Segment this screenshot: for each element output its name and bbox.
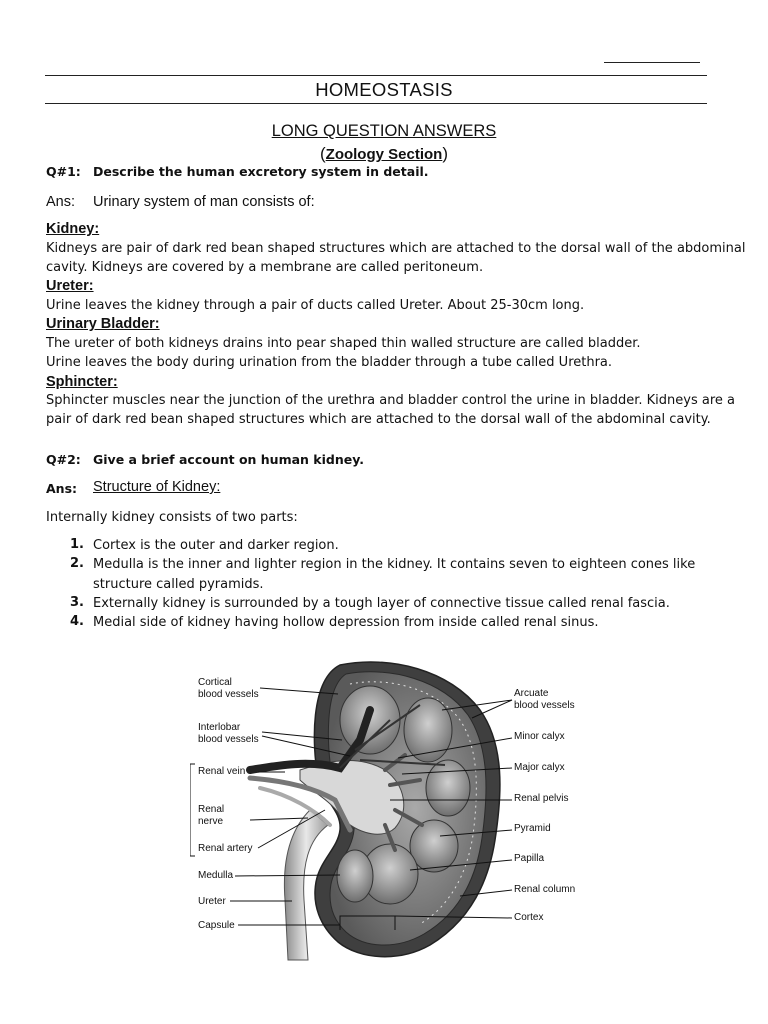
label-cortical: Cortical blood vessels [198,677,259,700]
kidney-heading: Kidney: [46,221,100,237]
list-num-3: 3. [70,595,84,610]
sphincter-line-2: pair of dark red bean shaped structures which are attached to the dorsal wall of the abdominal cavity. [46,412,711,427]
label-renal-vein: Renal vein [198,766,246,777]
list-item-2-line-2: structure called pyramids. [93,577,264,592]
sphincter-heading: Sphincter: [46,374,118,390]
bladder-heading: Urinary Bladder: [46,316,160,332]
q2-ans-label: Ans: [46,481,78,496]
q1-ans-intro: Urinary system of man consists of: [93,194,315,210]
label-renal-column: Renal column [514,884,576,895]
label-renal-pelvis: Renal pelvis [514,793,569,804]
kidney-line-1: Kidneys are pair of dark red bean shaped structures which are attached to the dorsal wall of the abdominal [46,241,746,256]
q2-question: Give a brief account on human kidney. [93,452,364,467]
q1-label: Q#1: [46,164,81,179]
pyramid-4 [410,820,458,872]
list-item-4-line-1: Medial side of kidney having hollow depression from inside called renal sinus. [93,615,599,630]
label-ureter: Ureter [198,896,226,907]
list-num-2: 2. [70,556,84,571]
q2-ans-heading: Structure of Kidney: [93,479,221,495]
section-open-paren: ( [319,144,326,163]
list-item-1-line-1: Cortex is the outer and darker region. [93,538,339,553]
q1-ans-label: Ans: [46,194,76,210]
label-pyramid: Pyramid [514,823,551,834]
pyramid-3 [426,760,470,816]
header-rule-top [45,75,707,76]
label-capsule: Capsule [198,920,235,931]
section-close-paren: ) [442,144,448,163]
section-name: Zoology Section [325,146,443,163]
label-medulla: Medulla [198,870,234,881]
q2-label: Q#2: [46,452,81,467]
kidney-line-2: cavity. Kidneys are covered by a membrane are called peritoneum. [46,260,484,275]
top-short-rule [604,62,700,63]
label-papilla: Papilla [514,853,545,864]
subtitle: LONG QUESTION ANSWERS [271,122,497,140]
section-heading [0,144,768,164]
q2-intro: Internally kidney consists of two parts: [46,510,298,525]
label-minor-calyx: Minor calyx [514,731,565,742]
label-major-calyx: Major calyx [514,762,565,773]
list-item-2-line-1: Medulla is the inner and lighter region in the kidney. It contains seven to eighteen cones like [93,557,696,572]
list-item-3-line-1: Externally kidney is surrounded by a tough layer of connective tissue called renal fascia. [93,596,670,611]
ureter-heading: Ureter: [46,278,94,294]
ureter-line-1: Urine leaves the kidney through a pair of ducts called Ureter. About 25-30cm long. [46,298,585,313]
label-cortex: Cortex [514,912,544,923]
label-renal-nerve: Renal nerve [198,804,225,827]
q1-question: Describe the human excretory system in detail. [93,164,429,179]
bladder-line-1: The ureter of both kidneys drains into pear shaped thin walled structure are called bladder. [46,336,641,351]
label-interlobar: Interlobar blood vessels [198,722,259,745]
page-title: HOMEOSTASIS [315,79,453,100]
label-renal-artery: Renal artery [198,843,253,854]
label-arcuate: Arcuate blood vessels [514,688,575,711]
sphincter-line-1: Sphincter muscles near the junction of the urethra and bladder control the urine in bladder. Kidneys are a [46,393,735,408]
header-rule-bottom [45,103,707,104]
pyramid-6 [337,850,373,902]
list-num-1: 1. [70,537,84,552]
bladder-line-2: Urine leaves the body during urination from the bladder through a tube called Urethra. [46,355,613,370]
list-num-4: 4. [70,614,84,629]
